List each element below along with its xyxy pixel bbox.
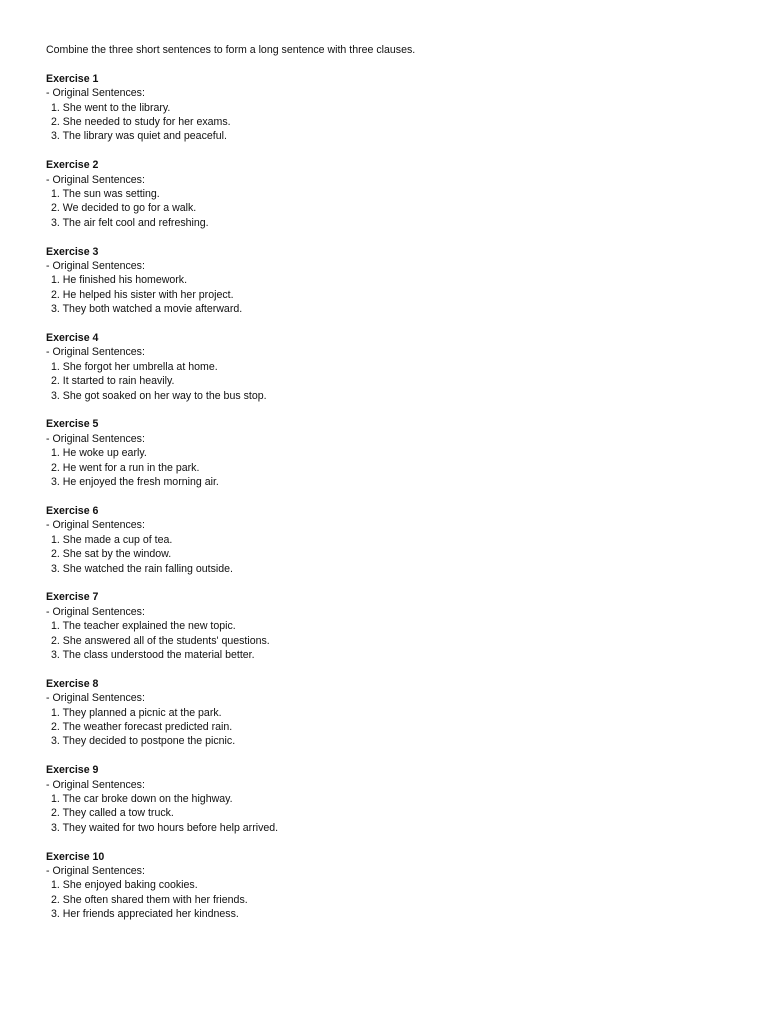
sentence-item: 3. The library was quiet and peaceful.: [51, 130, 227, 143]
sentence-item: 3. They both watched a movie afterward.: [51, 303, 243, 316]
sentence-item: 2. She needed to study for her exams.: [51, 116, 231, 129]
sentence-item: 3. The class understood the material better.: [51, 648, 255, 661]
sentence-item: 1. She made a cup of tea.: [51, 533, 173, 546]
sentence-item: 3. Her friends appreciated her kindness.: [51, 908, 239, 921]
sentence-item: 1. She enjoyed baking cookies.: [51, 879, 198, 892]
sentence-item: 2. He helped his sister with her project.: [51, 288, 234, 301]
sentence-item: 1. The car broke down on the highway.: [51, 792, 233, 805]
sentence-list: [46, 706, 736, 749]
sentence-item: 1. He woke up early.: [51, 447, 147, 460]
sentence-item: 2. The weather forecast predicted rain.: [51, 720, 233, 733]
exercise-title: Exercise 6: [46, 504, 99, 517]
original-sentences-label: - Original Sentences:: [46, 519, 145, 532]
exercise-block: [46, 850, 736, 922]
sentence-item: 2. He went for a run in the park.: [51, 461, 200, 474]
exercise-block: [46, 677, 736, 749]
sentence-item: 1. They planned a picnic at the park.: [51, 706, 222, 719]
instruction-text: Combine the three short sentences to form a long sentence with three clauses.: [46, 44, 416, 56]
sentence-list: [46, 792, 736, 835]
sentence-item: 2. We decided to go for a walk.: [51, 202, 197, 215]
sentence-list: [46, 878, 736, 921]
sentence-list: [46, 101, 736, 144]
exercise-title: Exercise 9: [46, 764, 99, 777]
exercise-title: Exercise 7: [46, 591, 99, 604]
exercise-title: Exercise 8: [46, 677, 99, 690]
sentence-list: [46, 446, 736, 489]
sentence-item: 3. He enjoyed the fresh morning air.: [51, 476, 219, 489]
exercise-title: Exercise 5: [46, 418, 99, 431]
sentence-item: 1. The sun was setting.: [51, 188, 160, 201]
sentence-item: 3. They decided to postpone the picnic.: [51, 735, 236, 748]
exercise-title: Exercise 10: [46, 850, 105, 863]
sentence-list: [46, 273, 736, 316]
sentence-item: 2. She sat by the window.: [51, 548, 172, 561]
sentence-item: 1. The teacher explained the new topic.: [51, 620, 236, 633]
original-sentences-label: - Original Sentences:: [46, 260, 145, 273]
sentence-item: 1. She went to the library.: [51, 101, 171, 114]
exercise-block: [46, 417, 736, 489]
exercise-block: [46, 590, 736, 662]
original-sentences-label: - Original Sentences:: [46, 173, 145, 186]
sentence-item: 3. She watched the rain falling outside.: [51, 562, 233, 575]
exercise-block: [46, 158, 736, 230]
original-sentences-label: - Original Sentences:: [46, 692, 145, 705]
exercise-title: Exercise 4: [46, 332, 99, 345]
original-sentences-label: - Original Sentences:: [46, 87, 145, 100]
exercise-title: Exercise 1: [46, 72, 99, 85]
sentence-item: 2. It started to rain heavily.: [51, 375, 175, 388]
exercise-block: [46, 763, 736, 835]
document-page: [46, 43, 736, 936]
sentence-item: 3. She got soaked on her way to the bus stop.: [51, 389, 267, 402]
original-sentences-label: - Original Sentences:: [46, 865, 145, 877]
exercise-title: Exercise 2: [46, 159, 99, 172]
exercise-block: [46, 72, 736, 144]
sentence-item: 3. The air felt cool and refreshing.: [51, 216, 209, 229]
exercise-list: [46, 72, 736, 922]
sentence-list: [46, 187, 736, 230]
exercise-block: [46, 245, 736, 317]
sentence-item: 1. She forgot her umbrella at home.: [51, 360, 218, 373]
sentence-list: [46, 360, 736, 403]
sentence-item: 2. They called a tow truck.: [51, 807, 174, 820]
original-sentences-label: - Original Sentences:: [46, 432, 145, 445]
original-sentences-label: - Original Sentences:: [46, 346, 145, 359]
exercise-title: Exercise 3: [46, 245, 99, 258]
original-sentences-label: - Original Sentences:: [46, 778, 145, 791]
exercise-block: [46, 331, 736, 403]
sentence-item: 3. They waited for two hours before help arrived.: [51, 821, 279, 834]
sentence-list: [46, 533, 736, 576]
sentence-list: [46, 619, 736, 662]
exercise-block: [46, 504, 736, 576]
original-sentences-label: - Original Sentences:: [46, 605, 145, 618]
sentence-item: 2. She often shared them with her friends.: [51, 893, 248, 906]
sentence-item: 1. He finished his homework.: [51, 274, 188, 287]
sentence-item: 2. She answered all of the students' questions.: [51, 634, 270, 647]
